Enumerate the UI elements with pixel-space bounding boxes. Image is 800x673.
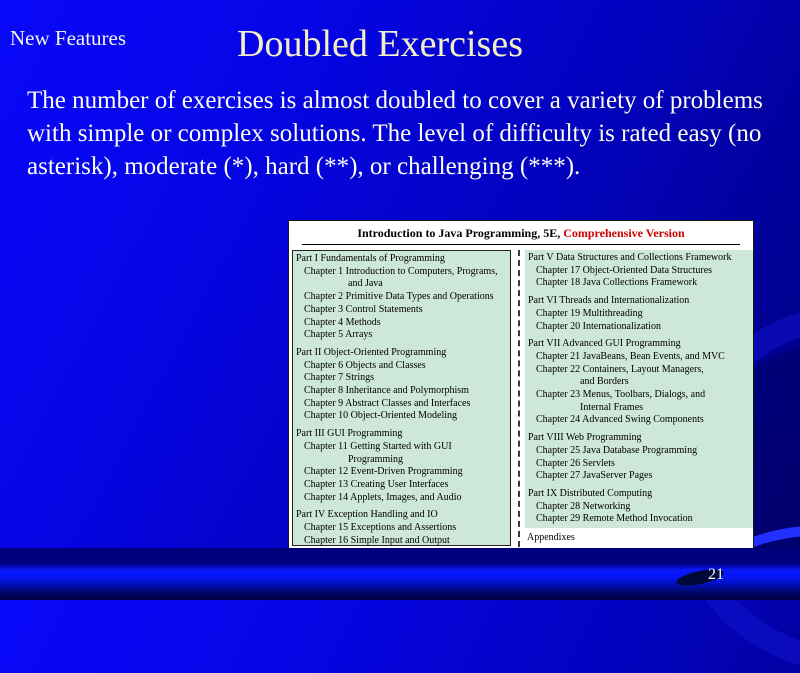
- toc-chapter-line: Chapter 5 Arrays: [304, 329, 373, 341]
- page-number: 21: [708, 566, 724, 583]
- toc-part-heading: Part I Fundamentals of Programming: [296, 253, 445, 264]
- toc-header-underline: [302, 244, 740, 245]
- toc-chapter-line: Chapter 15 Exceptions and Assertions: [304, 522, 457, 534]
- toc-part-heading: Part III GUI Programming: [296, 428, 403, 440]
- toc-chapter-line: and Java: [348, 278, 383, 290]
- toc-chapter-line: Chapter 8 Inheritance and Polymorphism: [304, 385, 469, 397]
- toc-left-column: [292, 250, 511, 546]
- toc-chapter-line: Chapter 6 Objects and Classes: [304, 359, 426, 371]
- toc-chapter-line: Chapter 18 Java Collections Framework: [536, 277, 698, 289]
- toc-chapter-line: Chapter 23 Menus, Toolbars, Dialogs, and: [536, 389, 706, 401]
- toc-chapter-line: Chapter 4 Methods: [304, 316, 381, 328]
- toc-right-column: [525, 250, 753, 528]
- toc-part-heading: Part IV Exception Handling and IO: [296, 509, 438, 521]
- toc-chapter-line: Chapter 21 JavaBeans, Bean Events, and MVC: [536, 350, 725, 362]
- toc-chapter-line: Chapter 25 Java Database Programming: [536, 444, 698, 456]
- toc-chapter-line: Chapter 10 Object-Oriented Modeling: [304, 410, 458, 422]
- toc-chapter-line: Chapter 2 Primitive Data Types and Operations: [304, 291, 494, 303]
- toc-header-edition: Comprehensive Version: [563, 226, 685, 240]
- toc-chapter-line: Chapter 17 Object-Oriented Data Structures: [536, 264, 713, 276]
- toc-chapter-line: Chapter 27 JavaServer Pages: [536, 470, 653, 482]
- toc-chapter-line: Chapter 26 Servlets: [536, 457, 615, 469]
- toc-chapter-line: Chapter 1 Introduction to Computers, Programs,: [304, 265, 498, 277]
- eyebrow-label: New Features: [10, 26, 127, 50]
- toc-part-heading: Part VII Advanced GUI Programming: [528, 338, 681, 350]
- toc-part-heading: Part II Object-Oriented Programming: [296, 346, 447, 358]
- toc-column-divider: [518, 250, 520, 547]
- toc-chapter-line: Programming: [348, 453, 403, 465]
- toc-panel: [288, 220, 754, 552]
- toc-chapter-line: Chapter 22 Containers, Layout Managers,: [536, 363, 704, 375]
- toc-part-heading: Part V Data Structures and Collections Framework: [528, 252, 732, 263]
- toc-chapter-line: Chapter 12 Event-Driven Programming: [304, 466, 463, 478]
- toc-chapter-line: Chapter 16 Simple Input and Output: [304, 534, 450, 546]
- toc-chapter-line: Chapter 7 Strings: [304, 372, 374, 384]
- toc-chapter-line: and Borders: [580, 376, 629, 388]
- toc-chapter-line: Chapter 13 Creating User Interfaces: [304, 478, 449, 490]
- toc-chapter-line: Chapter 9 Abstract Classes and Interfaces: [304, 397, 471, 409]
- toc-part-heading: Part VIII Web Programming: [528, 432, 642, 444]
- toc-header-title: Introduction to Java Programming, 5E,: [357, 226, 564, 240]
- toc-chapter-line: Chapter 19 Multithreading: [536, 307, 643, 319]
- toc-chapter-line: Internal Frames: [580, 401, 644, 413]
- bottom-accent-bar: [0, 548, 800, 600]
- toc-part-heading: Part IX Distributed Computing: [528, 487, 653, 499]
- body-paragraph: The number of exercises is almost doubled to cover a variety of problems with simple or complex solutions. The level of difficulty is rated easy (no asterisk), moderate (*), hard (**), or challenging (***).: [27, 87, 763, 180]
- page-title: Doubled Exercises: [237, 23, 523, 65]
- appendix-label: Appendixes: [527, 532, 575, 543]
- toc-chapter-line: Chapter 24 Advanced Swing Components: [536, 414, 704, 426]
- toc-chapter-line: Chapter 11 Getting Started with GUI: [304, 440, 452, 452]
- toc-chapter-line: Chapter 3 Control Statements: [304, 303, 423, 315]
- toc-chapter-line: Chapter 20 Internationalization: [536, 320, 661, 332]
- toc-part-heading: Part VI Threads and Internationalization: [528, 295, 690, 307]
- toc-chapter-line: Chapter 29 Remote Method Invocation: [536, 513, 693, 525]
- toc-chapter-line: Chapter 28 Networking: [536, 500, 631, 512]
- toc-chapter-line: Chapter 14 Applets, Images, and Audio: [304, 491, 462, 503]
- toc-header: [289, 226, 753, 241]
